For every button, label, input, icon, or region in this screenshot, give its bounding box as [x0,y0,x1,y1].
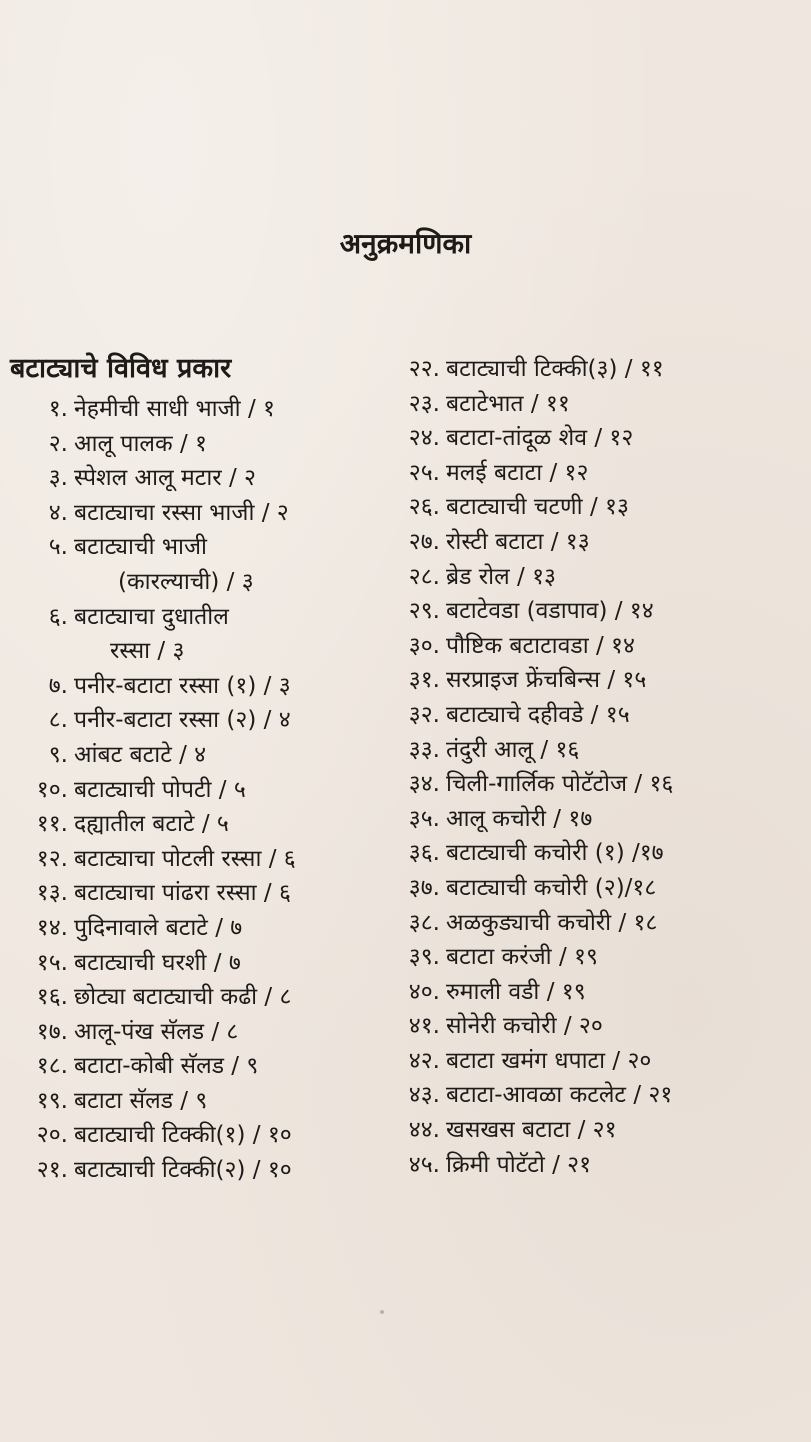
toc-entry-title: खसखस बटाटा / २१ [446,1117,617,1144]
toc-left-list [10,392,380,1188]
toc-entry [10,946,380,981]
toc-entry [10,427,380,462]
toc-entry [392,1078,802,1113]
toc-entry [10,980,380,1015]
toc-entry-title: सरप्राइज फ्रेंचबिन्स / १५ [446,667,647,694]
toc-entry-number: २७. [408,528,440,555]
toc-entry-number: ४१. [408,1013,440,1040]
toc-entry [392,1148,802,1183]
toc-entry-title: आलू-पंख सॅलड / ८ [74,1018,239,1045]
toc-entry-number: २८. [408,563,440,590]
toc-entry [392,594,802,629]
toc-entry-title: पुदिनावाले बटाटे / ७ [74,914,243,941]
toc-entry-number: १२. [36,845,68,872]
toc-entry [392,629,802,664]
toc-entry-title: रोस्टी बटाटा / १३ [446,528,590,555]
toc-entry [392,525,802,560]
toc-entry [392,733,802,768]
toc-entry-number: ३३. [408,736,440,763]
toc-entry-number: २३. [408,390,440,417]
toc-entry [10,1084,380,1119]
toc-right-list [392,352,802,1182]
toc-entry-title: बटाट्याची टिक्की(१) / १० [74,1122,292,1149]
toc-entry [392,1113,802,1148]
toc-entry [10,876,380,911]
toc-entry [392,1044,802,1079]
toc-entry [10,738,380,773]
toc-entry-title: बटाटा सॅलड / ९ [74,1087,208,1114]
toc-entry-number: ३०. [408,632,440,659]
toc-entry-number: १७. [36,1018,68,1045]
toc-entry-title: नेहमीची साधी भाजी / १ [74,396,275,422]
toc-entry-number: ४. [48,499,68,526]
toc-entry-title: पनीर-बटाटा रस्सा (१) / ३ [74,672,291,699]
toc-entry-number: ४४. [408,1117,440,1144]
toc-entry-title: आलू कचोरी / १७ [446,805,593,832]
toc-right-column [392,352,802,1182]
toc-entry-title: बटाट्याची टिक्की(२) / १० [74,1157,292,1184]
toc-entry-number: ३२. [408,701,440,728]
toc-entry-number: १८. [36,1053,68,1080]
toc-entry-number: ९. [48,741,68,768]
toc-entry-number: ४२. [408,1047,440,1074]
toc-entry-title: बटाटा-आवळा कटलेट / २१ [446,1082,673,1109]
toc-entry [392,456,802,491]
toc-entry-number: १. [48,396,68,422]
toc-entry [392,871,802,906]
toc-entry-number: ३८. [408,909,440,936]
toc-entry-number: १६. [36,984,68,1011]
toc-entry-title: चिली-गार्लिक पोटॅटोज / १६ [446,771,674,798]
toc-entry [392,836,802,871]
toc-entry-title: अळकुड्याची कचोरी / १८ [446,909,658,936]
toc-entry-title: पनीर-बटाटा रस्सा (२) / ४ [74,707,291,734]
toc-entry-number: २४. [408,425,440,452]
toc-entry-number: ४५. [408,1151,440,1178]
toc-entry [10,911,380,946]
toc-entry [392,490,802,525]
toc-entry-number: ११. [36,811,68,838]
toc-entry-title: बटाट्याची टिक्की(३) / ११ [446,356,664,382]
toc-entry-number: ४०. [408,978,440,1005]
toc-entry [392,975,802,1010]
toc-entry-number: १०. [36,776,68,803]
toc-entry-title: आलू पालक / १ [74,430,208,457]
toc-entry [10,773,380,808]
toc-entry [392,421,802,456]
toc-entry [392,906,802,941]
toc-entry [10,392,380,427]
toc-entry-title: बटाट्याचे दहीवडे / १५ [446,701,630,728]
toc-entry-title: बटाटेभात / ११ [446,390,570,417]
toc-entry-title: बटाटा-तांदूळ शेव / १२ [446,425,634,452]
toc-entry-number: १३. [36,880,68,907]
toc-entry-title: ब्रेड रोल / १३ [446,563,556,590]
toc-entry-title: बटाट्याचा पांढरा रस्सा / ६ [74,880,291,907]
section-heading: बटाट्याचे विविध प्रकार [10,353,232,384]
toc-entry-number: ८. [48,707,68,734]
toc-entry-title: दह्यातील बटाटे / ५ [74,811,229,838]
toc-entry-title: बटाट्याची चटणी / १३ [446,494,629,521]
toc-entry [392,560,802,595]
toc-entry [10,807,380,842]
toc-entry-number: ३४. [408,771,440,798]
toc-entry [392,663,802,698]
toc-entry-number: २६. [408,494,440,521]
toc-entry-title: बटाटा करंजी / १९ [446,944,598,971]
toc-entry-number: २१. [36,1157,68,1184]
toc-entry-number: ३१. [408,667,440,694]
toc-entry [392,767,802,802]
toc-entry-number: २९. [408,598,440,625]
toc-entry-number: ४३. [408,1082,440,1109]
toc-entry-number: १४. [36,914,68,941]
toc-entry-number: ३५. [408,805,440,832]
toc-entry-number: २. [48,430,68,457]
toc-entry-number: १९. [36,1087,68,1114]
toc-entry-number: २२. [408,356,440,382]
toc-entry-title: बटाटा खमंग धपाटा / २० [446,1047,652,1074]
toc-entry-title: बटाट्याचा रस्सा भाजी / २ [74,499,289,526]
ink-speck [380,1310,384,1314]
toc-entry-number: ३९. [408,944,440,971]
toc-entry [10,703,380,738]
toc-entry [10,1049,380,1084]
toc-entry-title: रुमाली वडी / १९ [446,978,586,1005]
toc-entry-title: आंबट बटाटे / ४ [74,741,207,768]
toc-entry [10,530,380,565]
toc-entry-number: ३. [48,465,68,492]
toc-entry-number: १५. [36,949,68,976]
toc-entry [392,352,802,387]
toc-entry-number: ५. [48,534,68,561]
toc-entry [392,1009,802,1044]
toc-entry-number: २०. [36,1122,68,1149]
toc-entry-continuation: (कारल्याची) / ३ [118,568,254,595]
toc-entry-number: ३७. [408,874,440,901]
toc-entry [392,698,802,733]
toc-entry-title: बटाटा-कोबी सॅलड / ९ [74,1053,259,1080]
toc-entry [10,1015,380,1050]
toc-entry [10,1153,380,1188]
toc-entry-title: स्पेशल आलू मटार / २ [74,465,257,492]
toc-entry-title: बटाट्याची पोपटी / ५ [74,776,246,803]
toc-left-column [10,352,380,1188]
toc-entry [10,669,380,704]
toc-entry-title: छोट्या बटाट्याची कढी / ८ [74,984,292,1011]
toc-entry-number: २५. [408,459,440,486]
toc-entry-continuation: रस्सा / ३ [110,638,185,665]
toc-entry-number: ६. [48,603,68,630]
toc-entry-title: बटाट्याची कचोरी (१) /१७ [446,840,664,867]
toc-entry-title: बटाट्याचा पोटली रस्सा / ६ [74,845,296,872]
toc-entry [10,600,380,635]
toc-entry [392,940,802,975]
toc-entry-title: तंदुरी आलू / १६ [446,736,580,763]
toc-entry-title: पौष्टिक बटाटावडा / १४ [446,632,635,659]
toc-entry-title: बटाट्याची कचोरी (२)/१८ [446,874,657,901]
toc-entry-title: क्रिमी पोटॅटो / २१ [446,1151,592,1178]
toc-entry-title: मलई बटाटा / १२ [446,459,589,486]
toc-entry [392,387,802,422]
toc-entry [10,842,380,877]
toc-entry-number: ७. [48,672,68,699]
toc-entry-title: बटाट्याचा दुधातील [74,603,229,630]
toc-entry [10,461,380,496]
toc-entry-title: बटाट्याची भाजी [74,534,208,561]
page-title: अनुक्रमणिका [339,227,472,260]
toc-entry-number: ३६. [408,840,440,867]
toc-entry [392,802,802,837]
toc-entry-title: बटाटेवडा (वडापाव) / १४ [446,598,654,625]
toc-entry-title: सोनेरी कचोरी / २० [446,1013,603,1040]
toc-entry [10,1118,380,1153]
toc-entry-title: बटाट्याची घरशी / ७ [74,949,241,976]
toc-entry [10,496,380,531]
